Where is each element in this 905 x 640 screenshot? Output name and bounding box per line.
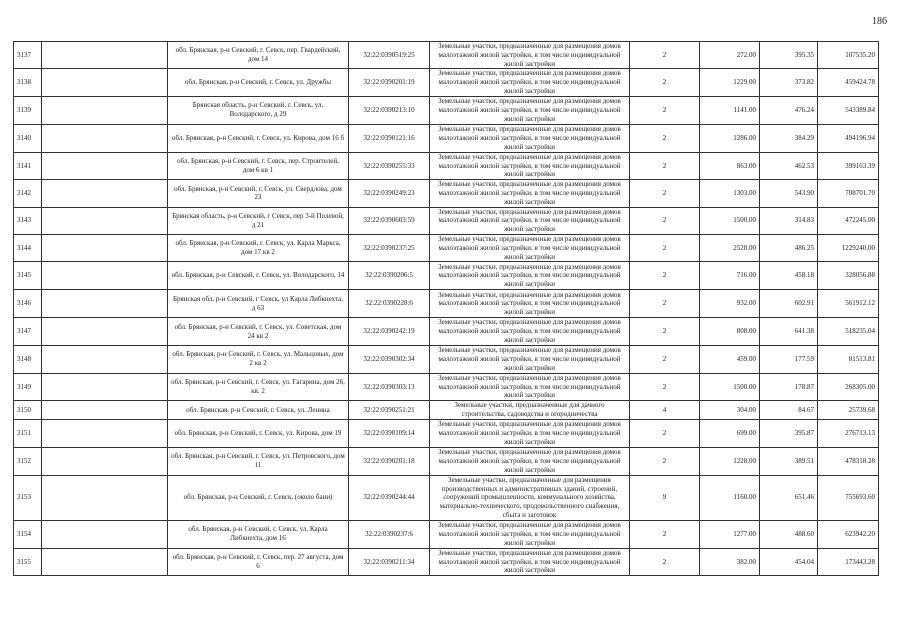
row-number-cell: 3148: [14, 345, 42, 373]
cadastral-value-cell: 478318.28: [818, 447, 879, 475]
category-code-cell: 2: [630, 42, 700, 69]
cadastral-number-cell: 32:22:0390242:19: [349, 318, 430, 345]
blank-cell: [42, 69, 168, 96]
specific-value-cell: 395.87: [760, 419, 818, 447]
specific-value-cell: 651.46: [760, 475, 818, 520]
blank-cell: [42, 124, 168, 152]
blank-cell: [42, 42, 168, 69]
cadastral-number-cell: 32:22:0390244:44: [349, 475, 430, 520]
row-number-cell: 3155: [14, 548, 42, 575]
specific-value-cell: 389.51: [760, 447, 818, 475]
land-use-category-cell: Земельные участки, предназначенные для размещения домов малоэтажной жилой застройки, в том числе индивидуальной жилой застройки: [430, 548, 630, 575]
row-number-cell: 3137: [14, 42, 42, 69]
blank-cell: [42, 262, 168, 290]
row-number-cell: 3146: [14, 290, 42, 318]
table-row: [14, 419, 879, 447]
table-row: [14, 234, 879, 261]
area-cell: 382.00: [700, 548, 760, 575]
area-cell: 1500.00: [700, 207, 760, 234]
cadastral-value-cell: 25739.68: [818, 401, 879, 420]
land-use-category-cell: Земельные участки, предназначенные для размещения домов малоэтажной жилой застройки, в том числе индивидуальной жилой застройки: [430, 290, 630, 318]
row-number-cell: 3153: [14, 475, 42, 520]
cadastral-number-cell: 32:22:0390109:14: [349, 419, 430, 447]
blank-cell: [42, 180, 168, 207]
row-number-cell: 3154: [14, 520, 42, 548]
cadastral-value-cell: 561912.12: [818, 290, 879, 318]
row-number-cell: 3149: [14, 373, 42, 400]
blank-cell: [42, 548, 168, 575]
land-use-category-cell: Земельные участки, предназначенные для размещения домов малоэтажной жилой застройки, в том числе индивидуальной жилой застройки: [430, 69, 630, 96]
table-row: [14, 548, 879, 575]
area-cell: 1228.00: [700, 447, 760, 475]
land-use-category-cell: Земельные участки, предназначенные для размещения домов малоэтажной жилой застройки, в том числе индивидуальной жилой застройки: [430, 318, 630, 345]
row-number-cell: 3140: [14, 124, 42, 152]
table-row: [14, 42, 879, 69]
cadastral-value-cell: 107535.20: [818, 42, 879, 69]
row-number-cell: 3145: [14, 262, 42, 290]
address-cell: обл. Брянская, р-н Севский, г. Севск, ул. Кирова, дом 16 б: [168, 124, 349, 152]
address-cell: обл. Брянская, р-н Севский, г. Севск, пер. Гвардейский, дом 14: [168, 42, 349, 69]
address-cell: Брянская область, р-н Севский, г Севск, пер 3-й Полевой, д 21: [168, 207, 349, 234]
land-use-category-cell: Земельные участки, предназначенные для размещения домов малоэтажной жилой застройки, в том числе индивидуальной жилой застройки: [430, 373, 630, 400]
area-cell: 699.00: [700, 419, 760, 447]
specific-value-cell: 314.83: [760, 207, 818, 234]
table-row: [14, 207, 879, 234]
specific-value-cell: 476.24: [760, 96, 818, 124]
table-row: [14, 401, 879, 420]
row-number-cell: 3139: [14, 96, 42, 124]
blank-cell: [42, 373, 168, 400]
address-cell: обл. Брянская, р-н Севский, г. Севск, ул. Петровского, дом 11: [168, 447, 349, 475]
cadastral-value-cell: 81513.81: [818, 345, 879, 373]
specific-value-cell: 373.82: [760, 69, 818, 96]
specific-value-cell: 84.67: [760, 401, 818, 420]
specific-value-cell: 454.04: [760, 548, 818, 575]
category-code-cell: 2: [630, 419, 700, 447]
address-cell: обл. Брянская, р-н Севский, г. Севск, ул. Карла Маркса, дом 17 кв 2: [168, 234, 349, 261]
specific-value-cell: 177.59: [760, 345, 818, 373]
address-cell: обл. Брянская, р-н Севский, г. Севск, ул. Мальцовых, дом 2 кв 2: [168, 345, 349, 373]
cadastral-register-table: [13, 41, 879, 576]
land-use-category-cell: Земельные участки, предназначенные для размещения домов малоэтажной жилой застройки, в том числе индивидуальной жилой застройки: [430, 124, 630, 152]
address-cell: Брянская обл, р-н Севский, г Севск, ул Карла Либкнехта, д 63: [168, 290, 349, 318]
category-code-cell: 2: [630, 373, 700, 400]
address-cell: обл. Брянская, р-н Севский, г. Севск, ул. Свердлова, дом 23: [168, 180, 349, 207]
register-body: [14, 42, 879, 576]
specific-value-cell: 486.25: [760, 234, 818, 261]
category-code-cell: 2: [630, 345, 700, 373]
cadastral-number-cell: 32:22:0390201:19: [349, 69, 430, 96]
address-cell: обл. Брянская, р-н Севский, г. Севск, ул. Кирова, дом 19: [168, 419, 349, 447]
address-cell: обл. Брянская, р-н Севский, г. Севск, (около бани): [168, 475, 349, 520]
table-row: [14, 318, 879, 345]
cadastral-value-cell: 328056.88: [818, 262, 879, 290]
cadastral-value-cell: 399163.39: [818, 152, 879, 179]
category-code-cell: 9: [630, 475, 700, 520]
blank-cell: [42, 96, 168, 124]
address-cell: обл. Брянская, р-н Севский, г. Севск, ул. Советская, дом 24 кв 2: [168, 318, 349, 345]
category-code-cell: 2: [630, 262, 700, 290]
table-row: [14, 262, 879, 290]
area-cell: 1160.00: [700, 475, 760, 520]
area-cell: 272.00: [700, 42, 760, 69]
specific-value-cell: 488.60: [760, 520, 818, 548]
area-cell: 459.00: [700, 345, 760, 373]
cadastral-value-cell: 1229240.00: [818, 234, 879, 261]
cadastral-number-cell: 32:22:0390228:6: [349, 290, 430, 318]
specific-value-cell: 395.35: [760, 42, 818, 69]
blank-cell: [42, 290, 168, 318]
address-cell: обл. Брянская, р-н Севский, г. Севск, ул. Ленина: [168, 401, 349, 420]
land-use-category-cell: Земельные участки, предназначенные для размещения домов малоэтажной жилой застройки, в том числе индивидуальной жилой застройки: [430, 207, 630, 234]
category-code-cell: 2: [630, 447, 700, 475]
row-number-cell: 3141: [14, 152, 42, 179]
table-row: [14, 373, 879, 400]
address-cell: обл. Брянская, р-н Севский, г. Севск, ул. Карла Либкнехта, дом 16: [168, 520, 349, 548]
category-code-cell: 2: [630, 69, 700, 96]
blank-cell: [42, 234, 168, 261]
cadastral-number-cell: 32:22:0390237:6: [349, 520, 430, 548]
land-use-category-cell: Земельные участки, предназначенные для размещения домов малоэтажной жилой застройки, в том числе индивидуальной жилой застройки: [430, 42, 630, 69]
address-cell: обл. Брянская, р-н Севский, г. Севск, ул. Гагарина, дом 26, кв. 2: [168, 373, 349, 400]
area-cell: 1229.00: [700, 69, 760, 96]
area-cell: 2528.00: [700, 234, 760, 261]
cadastral-number-cell: 32:22:0390519:25: [349, 42, 430, 69]
blank-cell: [42, 475, 168, 520]
cadastral-number-cell: 32:22:0390303:13: [349, 373, 430, 400]
cadastral-number-cell: 32:22:0390249:23: [349, 180, 430, 207]
category-code-cell: 2: [630, 96, 700, 124]
cadastral-value-cell: 494196.94: [818, 124, 879, 152]
cadastral-value-cell: 276713.13: [818, 419, 879, 447]
table-row: [14, 152, 879, 179]
area-cell: 1500.00: [700, 373, 760, 400]
cadastral-value-cell: 755693.60: [818, 475, 879, 520]
blank-cell: [42, 419, 168, 447]
specific-value-cell: 458.18: [760, 262, 818, 290]
cadastral-value-cell: 708701.70: [818, 180, 879, 207]
area-cell: 932.00: [700, 290, 760, 318]
table-row: [14, 290, 879, 318]
table-row: [14, 96, 879, 124]
row-number-cell: 3142: [14, 180, 42, 207]
land-use-category-cell: Земельные участки, предназначенные для размещения домов малоэтажной жилой застройки, в том числе индивидуальной жилой застройки: [430, 180, 630, 207]
row-number-cell: 3152: [14, 447, 42, 475]
address-cell: обл. Брянская, р-н Севский, г. Севск, ул. Дружбы: [168, 69, 349, 96]
land-use-category-cell: Земельные участки, предназначенные для размещения домов малоэтажной жилой застройки, в том числе индивидуальной жилой застройки: [430, 262, 630, 290]
cadastral-value-cell: 268305.00: [818, 373, 879, 400]
cadastral-number-cell: 32:22:0390237:25: [349, 234, 430, 261]
cadastral-number-cell: 32:22:0390255:33: [349, 152, 430, 179]
cadastral-number-cell: 32:22:0390213:10: [349, 96, 430, 124]
address-cell: обл. Брянская, р-н Севский, г. Севск, пер. Строителей, дом 6 кв 1: [168, 152, 349, 179]
land-use-category-cell: Земельные участки, предназначенные для размещения домов малоэтажной жилой застройки, в том числе индивидуальной жилой застройки: [430, 96, 630, 124]
cadastral-number-cell: 32:22:0390206:5: [349, 262, 430, 290]
cadastral-value-cell: 623942.20: [818, 520, 879, 548]
area-cell: 1141.00: [700, 96, 760, 124]
cadastral-value-cell: 173443.28: [818, 548, 879, 575]
row-number-cell: 3143: [14, 207, 42, 234]
area-cell: 1277.00: [700, 520, 760, 548]
row-number-cell: 3151: [14, 419, 42, 447]
address-cell: обл. Брянская, р-н Севский, г. Севск, пер. 27 августа, дом 6: [168, 548, 349, 575]
cadastral-number-cell: 32:22:0390201:18: [349, 447, 430, 475]
area-cell: 863.00: [700, 152, 760, 179]
category-code-cell: 2: [630, 290, 700, 318]
specific-value-cell: 543.90: [760, 180, 818, 207]
table-row: [14, 345, 879, 373]
category-code-cell: 2: [630, 234, 700, 261]
specific-value-cell: 602.91: [760, 290, 818, 318]
land-use-category-cell: Земельные участки, предназначенные для размещения производственных и административных зданий, строений, сооружений промышленности, коммунального хозяйства, материально-технического, продовольственного снабжения, сбыта и заготовок: [430, 475, 630, 520]
row-number-cell: 3144: [14, 234, 42, 261]
table-row: [14, 124, 879, 152]
blank-cell: [42, 447, 168, 475]
cadastral-number-cell: 32:22:0390121:16: [349, 124, 430, 152]
table-row: [14, 475, 879, 520]
table-row: [14, 180, 879, 207]
category-code-cell: 4: [630, 401, 700, 420]
specific-value-cell: 462.53: [760, 152, 818, 179]
land-use-category-cell: Земельные участки, предназначенные для дачного строительства, садоводства и огородничества: [430, 401, 630, 420]
address-cell: обл. Брянская, р-н Севский, г. Севск, ул. Володарского, 14: [168, 262, 349, 290]
row-number-cell: 3147: [14, 318, 42, 345]
area-cell: 1286.00: [700, 124, 760, 152]
cadastral-value-cell: 459424.78: [818, 69, 879, 96]
cadastral-value-cell: 472245.00: [818, 207, 879, 234]
specific-value-cell: 641.38: [760, 318, 818, 345]
category-code-cell: 2: [630, 520, 700, 548]
cadastral-number-cell: 32:22:0390251:21: [349, 401, 430, 420]
blank-cell: [42, 401, 168, 420]
cadastral-number-cell: 32:22:0390211:34: [349, 548, 430, 575]
land-use-category-cell: Земельные участки, предназначенные для размещения домов малоэтажной жилой застройки, в том числе индивидуальной жилой застройки: [430, 234, 630, 261]
blank-cell: [42, 318, 168, 345]
blank-cell: [42, 207, 168, 234]
category-code-cell: 2: [630, 124, 700, 152]
cadastral-value-cell: 518235.04: [818, 318, 879, 345]
land-use-category-cell: Земельные участки, предназначенные для размещения домов малоэтажной жилой застройки, в том числе индивидуальной жилой застройки: [430, 345, 630, 373]
area-cell: 716.00: [700, 262, 760, 290]
specific-value-cell: 384.29: [760, 124, 818, 152]
specific-value-cell: 178.87: [760, 373, 818, 400]
area-cell: 808.00: [700, 318, 760, 345]
category-code-cell: 2: [630, 207, 700, 234]
blank-cell: [42, 520, 168, 548]
category-code-cell: 2: [630, 152, 700, 179]
blank-cell: [42, 152, 168, 179]
land-use-category-cell: Земельные участки, предназначенные для размещения домов малоэтажной жилой застройки, в том числе индивидуальной жилой застройки: [430, 419, 630, 447]
row-number-cell: 3150: [14, 401, 42, 420]
category-code-cell: 2: [630, 318, 700, 345]
blank-cell: [42, 345, 168, 373]
page-number: 186: [872, 16, 887, 27]
category-code-cell: 2: [630, 548, 700, 575]
category-code-cell: 2: [630, 180, 700, 207]
table-row: [14, 447, 879, 475]
land-use-category-cell: Земельные участки, предназначенные для размещения домов малоэтажной жилой застройки, в том числе индивидуальной жилой застройки: [430, 520, 630, 548]
area-cell: 304.00: [700, 401, 760, 420]
table-row: [14, 520, 879, 548]
row-number-cell: 3138: [14, 69, 42, 96]
cadastral-value-cell: 543389.84: [818, 96, 879, 124]
area-cell: 1303.00: [700, 180, 760, 207]
cadastral-number-cell: 32:22:0390302:34: [349, 345, 430, 373]
table-row: [14, 69, 879, 96]
land-use-category-cell: Земельные участки, предназначенные для размещения домов малоэтажной жилой застройки, в том числе индивидуальной жилой застройки: [430, 152, 630, 179]
address-cell: Брянская область, р-н Севский, г. Севск, ул. Володарского, д 29: [168, 96, 349, 124]
land-use-category-cell: Земельные участки, предназначенные для размещения домов малоэтажной жилой застройки, в том числе индивидуальной жилой застройки: [430, 447, 630, 475]
cadastral-number-cell: 32:22:0390603:59: [349, 207, 430, 234]
